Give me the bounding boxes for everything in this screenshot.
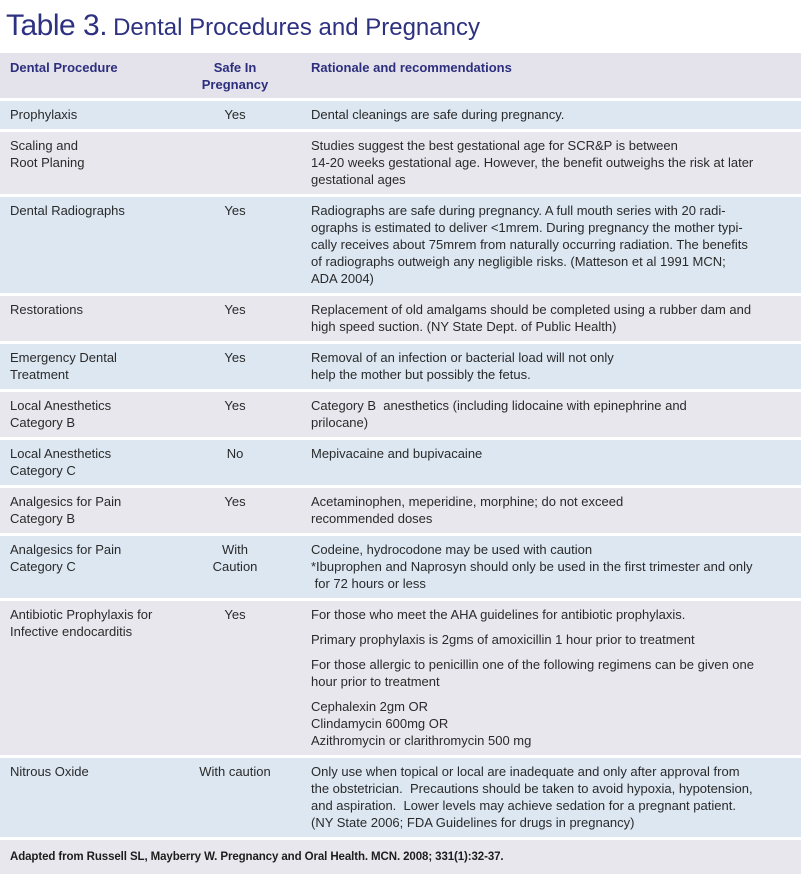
rationale-line: Dental cleanings are safe during pregnancy.: [311, 107, 565, 122]
citation-text: Adapted from Russell SL, Mayberry W. Pregnancy and Oral Health. MCN. 2008; 331(1):32-37.: [10, 851, 504, 863]
header-safe-label-line2: Pregnancy: [201, 77, 269, 92]
rationale-cell: [290, 197, 801, 293]
procedure-cell: [0, 392, 180, 437]
rationale-line: ographs is estimated to deliver <1mrem. During pregnancy the mother typi-: [311, 220, 743, 235]
rationale-line: Category B anesthetics (including lidocaine with epinephrine and: [311, 398, 687, 413]
safe-value: No: [226, 446, 244, 461]
rationale-cell: [290, 101, 801, 129]
procedure-cell: [0, 197, 180, 225]
rationale-line: Only use when topical or local are inadequate and only after approval from: [311, 764, 740, 779]
safe-in-pregnancy-cell: [180, 758, 290, 786]
safe-value: Yes: [224, 607, 246, 622]
header-rationale-cell: [290, 53, 801, 98]
rationale-cell: [290, 536, 801, 598]
header-safe-cell: [180, 53, 290, 98]
procedure-line: Root Planing: [10, 155, 85, 170]
dental-procedures-table: [0, 53, 801, 837]
safe-in-pregnancy-cell: [180, 392, 290, 420]
rationale-paragraph: [311, 698, 791, 749]
safe-in-pregnancy-cell: [180, 488, 290, 516]
header-safe-label-line1: Safe In: [213, 60, 257, 75]
table-row: [0, 101, 801, 129]
rationale-cell: [290, 601, 801, 755]
table-row: [0, 132, 801, 194]
rationale-line: Acetaminophen, meperidine, morphine; do not exceed: [311, 494, 624, 509]
procedure-line: Treatment: [10, 367, 69, 382]
rationale-line: Cephalexin 2gm OR: [311, 699, 429, 714]
safe-in-pregnancy-cell: [180, 101, 290, 129]
rationale-paragraph: [311, 631, 791, 648]
procedure-cell: [0, 101, 180, 129]
rationale-line: Codeine, hydrocodone may be used with caution: [311, 542, 593, 557]
rationale-cell: [290, 392, 801, 437]
table-number-label: Table 3.: [6, 9, 108, 42]
safe-value: With: [222, 542, 248, 557]
rationale-cell: [290, 488, 801, 533]
procedure-line: Category B: [10, 511, 76, 526]
procedure-line: Antibiotic Prophylaxis for: [10, 607, 153, 622]
table-row: [0, 440, 801, 485]
procedure-cell: [0, 536, 180, 581]
table-title: [0, 0, 801, 53]
procedure-line: Restorations: [10, 302, 83, 317]
rationale-line: ADA 2004): [311, 271, 374, 286]
procedure-cell: [0, 132, 180, 177]
procedure-line: Prophylaxis: [10, 107, 78, 122]
procedure-cell: [0, 601, 180, 646]
procedure-line: Infective endocarditis: [10, 624, 133, 639]
table-subtitle: Dental Procedures and Pregnancy: [113, 14, 480, 41]
procedure-cell: [0, 488, 180, 533]
rationale-paragraph: [311, 202, 791, 287]
rationale-paragraph: [311, 301, 791, 335]
table-row: [0, 197, 801, 293]
procedure-cell: [0, 758, 180, 786]
rationale-cell: [290, 440, 801, 468]
table-body: [0, 101, 801, 837]
rationale-line: 14-20 weeks gestational age. However, the benefit outweighs the risk at later: [311, 155, 754, 170]
procedure-line: Analgesics for Pain: [10, 542, 122, 557]
rationale-paragraph: [311, 397, 791, 431]
rationale-line: hour prior to treatment: [311, 674, 440, 689]
rationale-line: For those who meet the AHA guidelines for antibiotic prophylaxis.: [311, 607, 686, 622]
table-row: [0, 392, 801, 437]
procedure-cell: [0, 296, 180, 324]
safe-value: Yes: [224, 494, 246, 509]
table-row: [0, 601, 801, 755]
table-header-row: [0, 53, 801, 98]
procedure-cell: [0, 440, 180, 485]
procedure-line: Emergency Dental: [10, 350, 117, 365]
procedure-line: Scaling and: [10, 138, 78, 153]
rationale-line: help the mother but possibly the fetus.: [311, 367, 531, 382]
footer-band: [0, 840, 801, 874]
rationale-line: Primary prophylaxis is 2gms of amoxicillin 1 hour prior to treatment: [311, 632, 695, 647]
rationale-line: Removal of an infection or bacterial load will not only: [311, 350, 614, 365]
rationale-paragraph: [311, 137, 791, 188]
safe-in-pregnancy-cell: [180, 536, 290, 581]
rationale-line: Mepivacaine and bupivacaine: [311, 446, 483, 461]
procedure-line: Local Anesthetics: [10, 446, 112, 461]
rationale-line: high speed suction. (NY State Dept. of Public Health): [311, 319, 617, 334]
rationale-line: (NY State 2006; FDA Guidelines for drugs in pregnancy): [311, 815, 635, 830]
header-procedure-label: Dental Procedure: [10, 60, 118, 75]
rationale-line: of radiographs outweigh any negligible risks. (Matteson et al 1991 MCN;: [311, 254, 726, 269]
rationale-line: cally receives about 75mrem from naturally occurring radiation. The benefits: [311, 237, 748, 252]
procedure-line: Category C: [10, 559, 76, 574]
rationale-paragraph: [311, 445, 791, 462]
safe-value: Yes: [224, 350, 246, 365]
table-row: [0, 488, 801, 533]
procedure-line: Analgesics for Pain: [10, 494, 122, 509]
rationale-line: and aspiration. Lower levels may achieve sedation for a pregnant patient.: [311, 798, 736, 813]
rationale-line: Radiographs are safe during pregnancy. A full mouth series with 20 radi-: [311, 203, 726, 218]
rationale-line: for 72 hours or less: [311, 576, 426, 591]
rationale-paragraph: [311, 106, 791, 123]
rationale-paragraph: [311, 656, 791, 690]
rationale-line: prilocane): [311, 415, 369, 430]
rationale-paragraph: [311, 493, 791, 527]
rationale-cell: [290, 758, 801, 837]
safe-value: Caution: [212, 559, 258, 574]
procedure-line: Category B: [10, 415, 76, 430]
table-row: [0, 296, 801, 341]
rationale-line: Replacement of old amalgams should be completed using a rubber dam and: [311, 302, 752, 317]
table-row: [0, 536, 801, 598]
rationale-paragraph: [311, 349, 791, 383]
rationale-cell: [290, 344, 801, 389]
procedure-line: Dental Radiographs: [10, 203, 125, 218]
safe-value: Yes: [224, 302, 246, 317]
rationale-line: gestational ages: [311, 172, 406, 187]
rationale-line: *Ibuprophen and Naprosyn should only be used in the first trimester and only: [311, 559, 753, 574]
table-row: [0, 758, 801, 837]
safe-in-pregnancy-cell: [180, 440, 290, 468]
procedure-line: Category C: [10, 463, 76, 478]
rationale-line: For those allergic to penicillin one of the following regimens can be given one: [311, 657, 754, 672]
rationale-paragraph: [311, 606, 791, 623]
rationale-paragraph: [311, 541, 791, 592]
safe-in-pregnancy-cell: [180, 601, 290, 629]
header-rationale-label: Rationale and recommendations: [311, 60, 512, 75]
header-procedure-cell: [0, 53, 180, 98]
safe-value: Yes: [224, 398, 246, 413]
safe-in-pregnancy-cell: [180, 197, 290, 225]
safe-value: Yes: [224, 203, 246, 218]
safe-in-pregnancy-cell: [180, 296, 290, 324]
procedure-cell: [0, 344, 180, 389]
rationale-cell: [290, 296, 801, 341]
safe-value: Yes: [224, 107, 246, 122]
rationale-line: recommended doses: [311, 511, 433, 526]
safe-value: With caution: [199, 764, 271, 779]
safe-in-pregnancy-cell: [180, 344, 290, 372]
safe-in-pregnancy-cell: [180, 132, 290, 143]
rationale-line: Azithromycin or clarithromycin 500 mg: [311, 733, 532, 748]
rationale-paragraph: [311, 763, 791, 831]
rationale-cell: [290, 132, 801, 194]
rationale-line: Studies suggest the best gestational age for SCR&P is between: [311, 138, 678, 153]
procedure-line: Nitrous Oxide: [10, 764, 89, 779]
table-row: [0, 344, 801, 389]
procedure-line: Local Anesthetics: [10, 398, 112, 413]
rationale-line: the obstetrician. Precautions should be taken to avoid hypoxia, hypotension,: [311, 781, 753, 796]
rationale-line: Clindamycin 600mg OR: [311, 716, 449, 731]
